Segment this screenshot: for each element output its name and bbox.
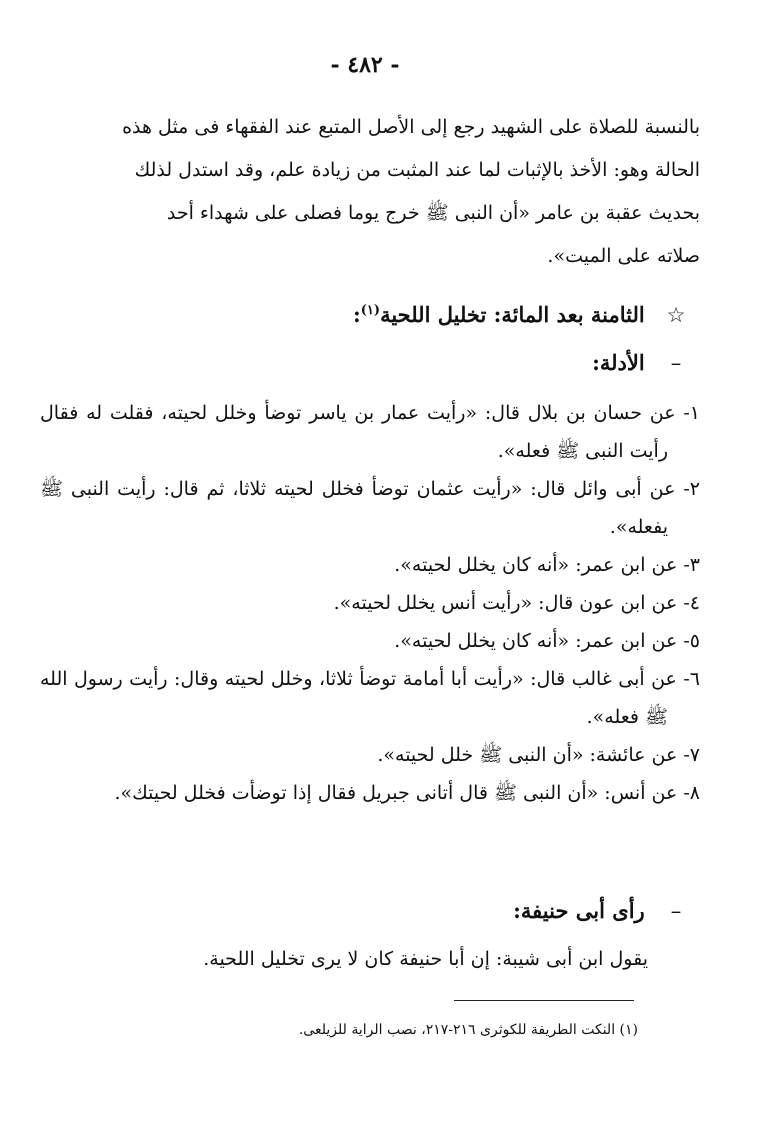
list-item: ٢- عن أبى وائل قال: «رأيت عثمان توضأ فخلل لحيته ثلاثا، ثم قال: رأيت النبى ﷺ يفعله». xyxy=(40,478,700,538)
list-item: ١- عن حسان بن بلال قال: «رأيت عمار بن ياسر توضأ وخلل لحيته، فقلت له فقال رأيت النبى ﷺ فعله». xyxy=(40,402,700,462)
footnote-divider xyxy=(454,1000,634,1001)
opinion-heading-text: رأى أبى حنيفة: xyxy=(513,898,645,923)
list-item: ٨- عن أنس: «أن النبى ﷺ قال أتانى جبريل فقال إذا توضأت فخلل لحيتك». xyxy=(114,782,700,804)
evidence-heading xyxy=(40,350,700,375)
intro-line: بحديث عقبة بن عامر «أن النبى ﷺ خرج يوما فصلى على شهداء أحد xyxy=(166,202,700,224)
footnote: (١) النكت الطريفة للكوثرى ٢١٦-٢١٧، نصب الراية للزيلعى. xyxy=(298,1022,638,1038)
intro-line: صلاته على الميت». xyxy=(547,245,700,267)
intro-line: بالنسبة للصلاة على الشهيد رجع إلى الأصل المتبع عند الفقهاء فى مثل هذه xyxy=(122,116,700,138)
list-item: ٦- عن أبى غالب قال: «رأيت أبا أمامة توضأ ثلاثا، وخلل لحيته وقال: رأيت رسول الله ﷺ فعله». xyxy=(40,668,700,728)
list-item: ٥- عن ابن عمر: «أنه كان يخلل لحيته». xyxy=(394,630,700,652)
page-number: - ٤٨٢ - xyxy=(330,52,400,78)
footnote-reference[interactable]: (١) xyxy=(360,303,381,318)
dash-marker: – xyxy=(670,899,682,923)
list-item: ٤- عن ابن عون قال: «رأيت أنس يخلل لحيته». xyxy=(333,592,700,614)
section-heading xyxy=(40,302,700,346)
star-icon: ☆ xyxy=(666,303,686,327)
opinion-text: يقول ابن أبى شيبة: إن أبا حنيفة كان لا يرى تخليل اللحية. xyxy=(203,948,648,970)
list-item: ٧- عن عائشة: «أن النبى ﷺ خلل لحيته». xyxy=(377,744,700,766)
section-title: الثامنة بعد المائة: تخليل اللحية xyxy=(380,302,645,327)
list-item: ٣- عن ابن عمر: «أنه كان يخلل لحيته». xyxy=(394,554,700,576)
dash-marker: – xyxy=(670,351,682,375)
opinion-heading xyxy=(40,898,700,923)
intro-line: الحالة وهو: الأخذ بالإثبات لما عند المثبت من زيادة علم، وقد استدل لذلك xyxy=(134,159,700,181)
evidence-heading-text: الأدلة: xyxy=(592,350,645,375)
evidence-list xyxy=(40,394,700,812)
intro-paragraph xyxy=(40,106,700,278)
section-title-suffix: : xyxy=(353,302,361,327)
